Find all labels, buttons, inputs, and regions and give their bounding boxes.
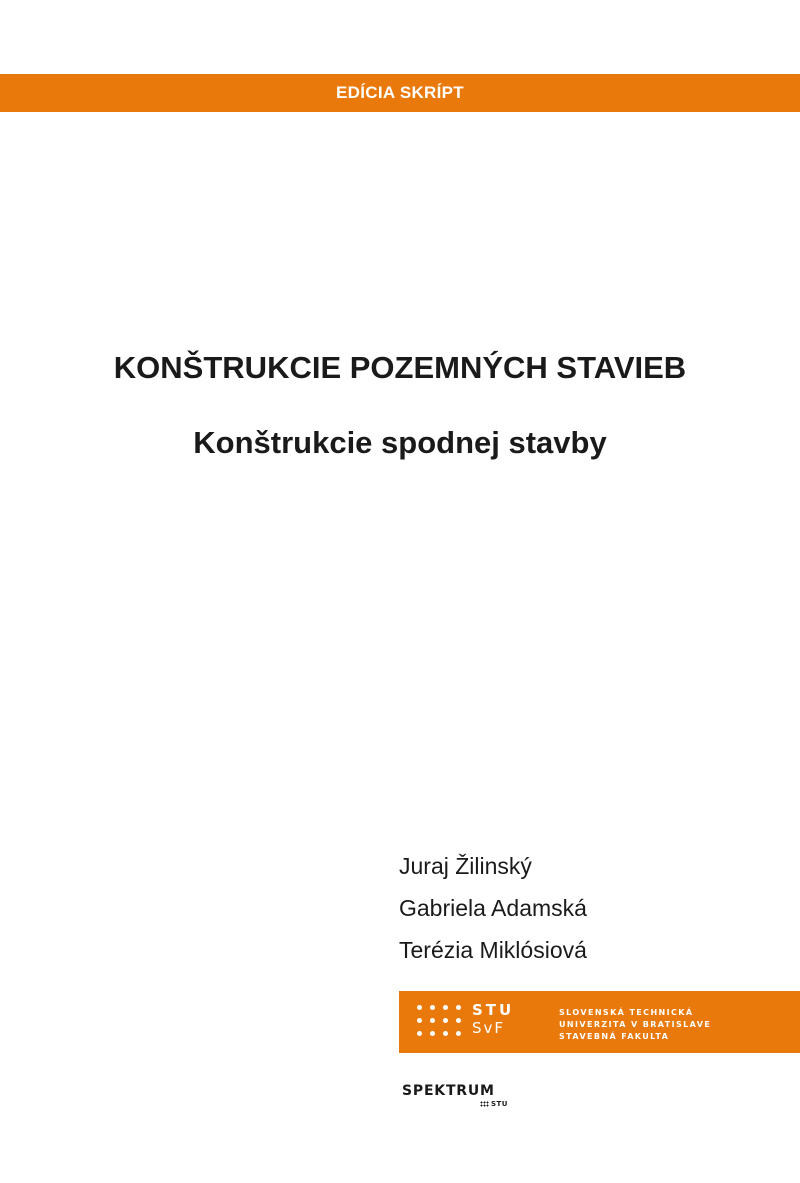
publisher-sub: [402, 1100, 508, 1108]
author-name: Terézia Miklósiová: [399, 937, 587, 963]
stu-svf-logo: [472, 1001, 514, 1037]
series-banner: [0, 74, 800, 112]
logo-svf-text: SvF: [472, 1019, 506, 1037]
publisher-logo: [402, 1083, 508, 1108]
author-name: Juraj Žilinský: [399, 853, 532, 879]
publisher-name: SPEKTRUM: [402, 1083, 495, 1099]
publisher-dots-icon: [480, 1101, 489, 1107]
institution-banner: [399, 991, 800, 1053]
logo-stu-text: STU: [472, 1001, 515, 1019]
institution-line: SLOVENSKÁ TECHNICKÁ: [559, 1008, 694, 1017]
series-label: EDÍCIA SKRÍPT: [336, 83, 464, 102]
book-subtitle: Konštrukcie spodnej stavby: [193, 425, 607, 460]
publisher-sub-text: STU: [490, 1100, 508, 1108]
author-list: [399, 845, 587, 971]
institution-line: STAVEBNÁ FAKULTA: [559, 1032, 670, 1041]
author-name: Gabriela Adamská: [399, 895, 587, 921]
institution-name: [559, 1007, 711, 1043]
institution-line: UNIVERZITA V BRATISLAVE: [559, 1020, 712, 1029]
book-title: KONŠTRUKCIE POZEMNÝCH STAVIEB: [113, 350, 687, 385]
stu-dots-logo-icon: [417, 1005, 469, 1041]
